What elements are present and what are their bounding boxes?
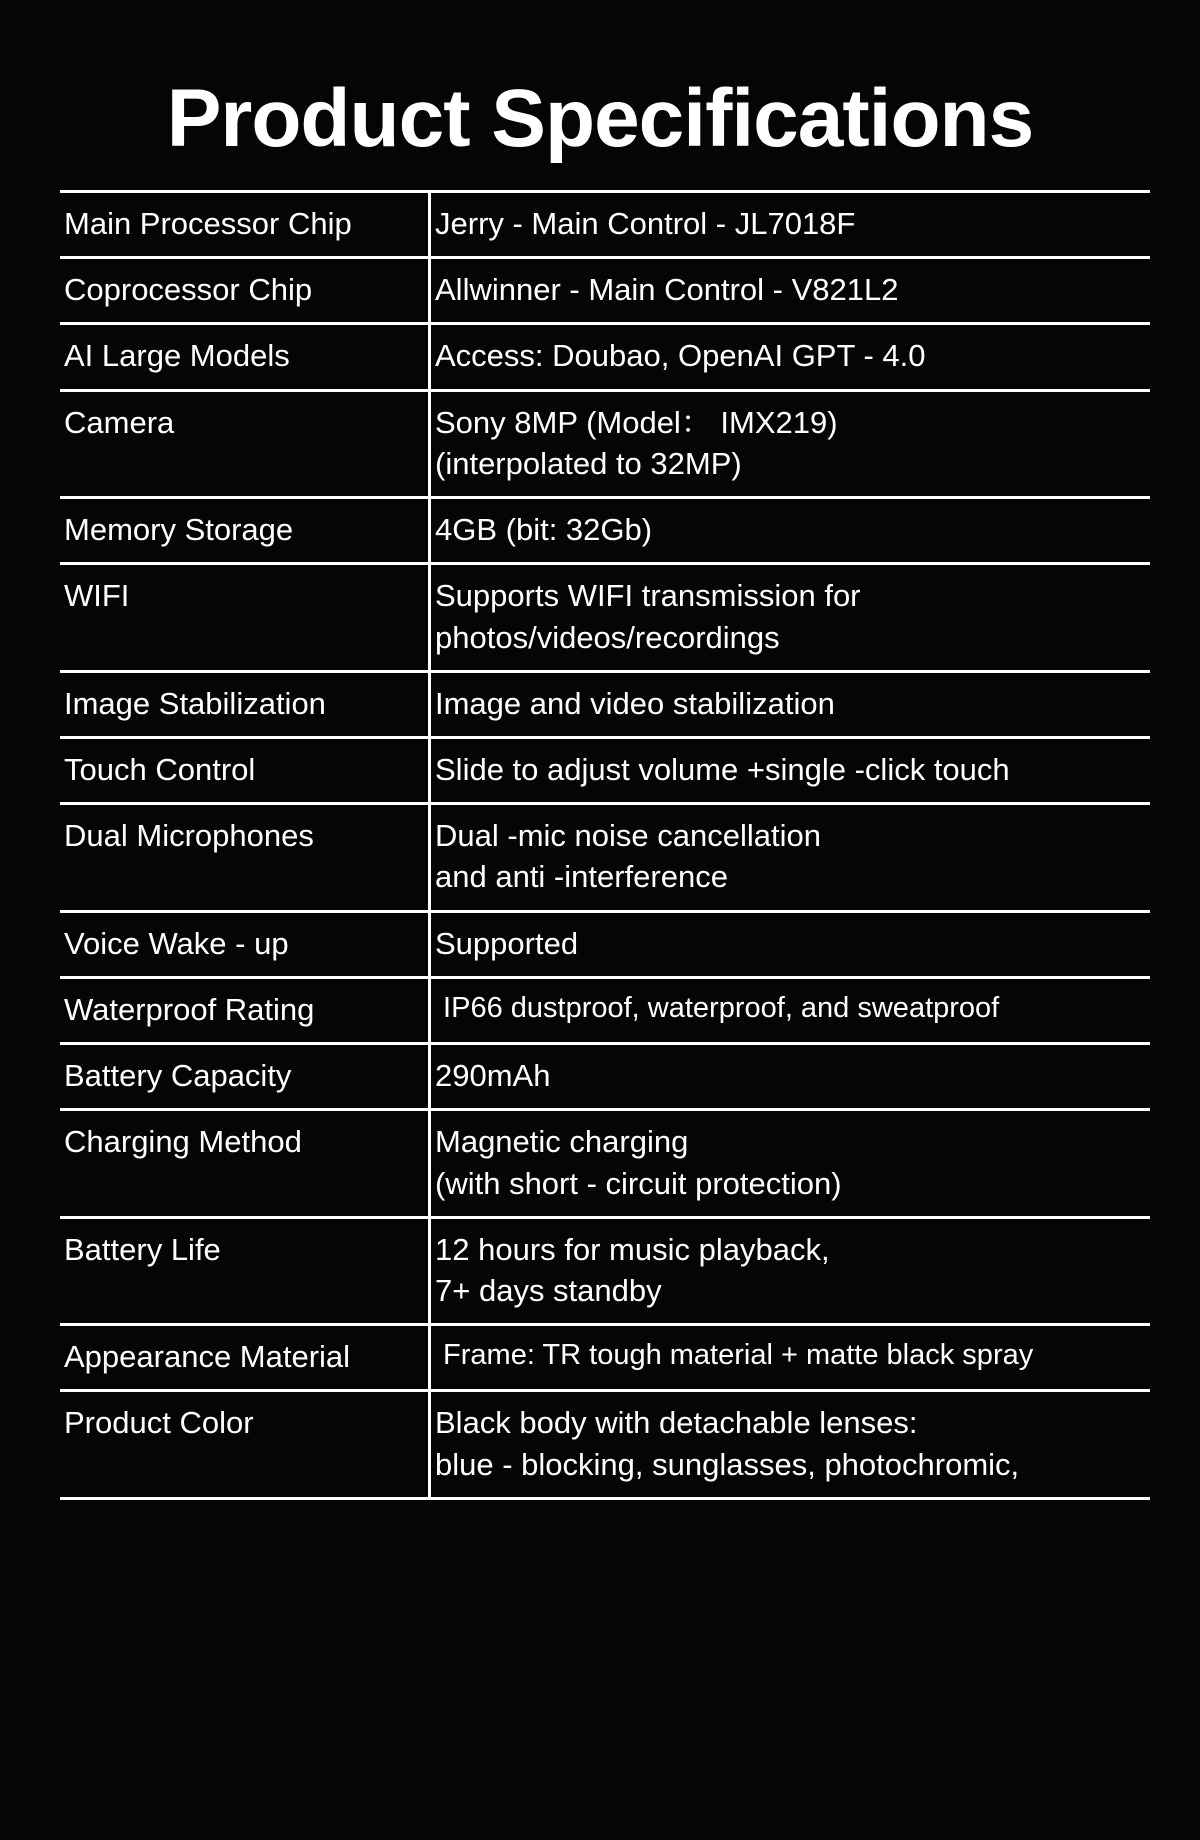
page-title: Product Specifications <box>166 73 1034 164</box>
spec-value-line: Dual -mic noise cancellation <box>435 818 821 854</box>
spec-label: Dual Microphones <box>60 804 430 911</box>
spec-value <box>430 498 1151 564</box>
spec-value <box>430 192 1151 258</box>
table-row <box>60 192 1150 258</box>
table-row <box>60 390 1150 497</box>
table-row <box>60 911 1150 977</box>
spec-value-line: 290mAh <box>435 1058 551 1094</box>
spec-label: AI Large Models <box>60 324 430 390</box>
table-row <box>60 258 1150 324</box>
spec-label: Product Color <box>60 1391 430 1498</box>
spec-value <box>430 1217 1151 1324</box>
spec-label: Charging Method <box>60 1110 430 1217</box>
spec-value-line: Supports WIFI transmission for <box>435 578 861 614</box>
specifications-table-body <box>60 192 1150 1499</box>
spec-value-line: blue - blocking, sunglasses, photochromic, <box>435 1446 1020 1482</box>
spec-value <box>430 737 1151 803</box>
spec-value-line: and anti -interference <box>435 859 728 895</box>
table-row <box>60 1391 1150 1498</box>
table-row <box>60 1217 1150 1324</box>
spec-label: Memory Storage <box>60 498 430 564</box>
spec-value <box>430 977 1151 1043</box>
spec-label: Battery Capacity <box>60 1044 430 1110</box>
spec-value <box>430 1325 1151 1391</box>
spec-value-line: Supported <box>435 925 579 961</box>
table-row <box>60 671 1150 737</box>
spec-label: Main Processor Chip <box>60 192 430 258</box>
spec-label: Battery Life <box>60 1217 430 1324</box>
spec-value-line: IP66 dustproof, waterproof, and sweatproof <box>435 991 1000 1024</box>
spec-value <box>430 324 1151 390</box>
table-row <box>60 564 1150 671</box>
spec-value-line: Magnetic charging <box>435 1124 689 1160</box>
table-row <box>60 737 1150 803</box>
spec-value-line: Slide to adjust volume +single -click touch <box>435 751 1010 787</box>
spec-value-line: Allwinner - Main Control - V821L2 <box>435 272 899 308</box>
spec-value <box>430 671 1151 737</box>
spec-value-line: Sony 8MP (Model： IMX219) <box>435 404 838 440</box>
table-row <box>60 324 1150 390</box>
spec-value <box>430 911 1151 977</box>
spec-label: Camera <box>60 390 430 497</box>
table-row <box>60 1325 1150 1391</box>
spec-value-line: photos/videos/recordings <box>435 619 780 655</box>
spec-value-line: Black body with detachable lenses: <box>435 1405 918 1441</box>
spec-value-line: Jerry - Main Control - JL7018F <box>435 206 856 241</box>
table-row <box>60 804 1150 911</box>
specifications-table <box>60 190 1150 1500</box>
spec-value <box>430 390 1151 497</box>
table-row <box>60 1110 1150 1217</box>
spec-label: Image Stabilization <box>60 671 430 737</box>
spec-value-line: Access: Doubao, OpenAI GPT - 4.0 <box>435 338 926 374</box>
spec-label: Voice Wake - up <box>60 911 430 977</box>
table-row <box>60 498 1150 564</box>
table-row <box>60 977 1150 1043</box>
spec-value <box>430 1044 1151 1110</box>
spec-value <box>430 564 1151 671</box>
spec-value <box>430 1110 1151 1217</box>
spec-value-line: (with short - circuit protection) <box>435 1165 842 1201</box>
spec-value <box>430 804 1151 911</box>
spec-value-line: Frame: TR tough material + matte black spray <box>435 1339 1034 1372</box>
spec-value <box>430 258 1151 324</box>
spec-value-line: Image and video stabilization <box>435 685 835 721</box>
spec-value-line: (interpolated to 32MP) <box>435 445 742 481</box>
spec-value <box>430 1391 1151 1498</box>
spec-value-line: 4GB (bit: 32Gb) <box>435 512 653 548</box>
spec-label: WIFI <box>60 564 430 671</box>
spec-value-line: 12 hours for music playback, <box>435 1231 830 1267</box>
spec-label: Touch Control <box>60 737 430 803</box>
spec-label: Appearance Material <box>60 1325 430 1391</box>
spec-value-line: 7+ days standby <box>435 1272 662 1308</box>
spec-label: Waterproof Rating <box>60 977 430 1043</box>
table-row <box>60 1044 1150 1110</box>
spec-label: Coprocessor Chip <box>60 258 430 324</box>
